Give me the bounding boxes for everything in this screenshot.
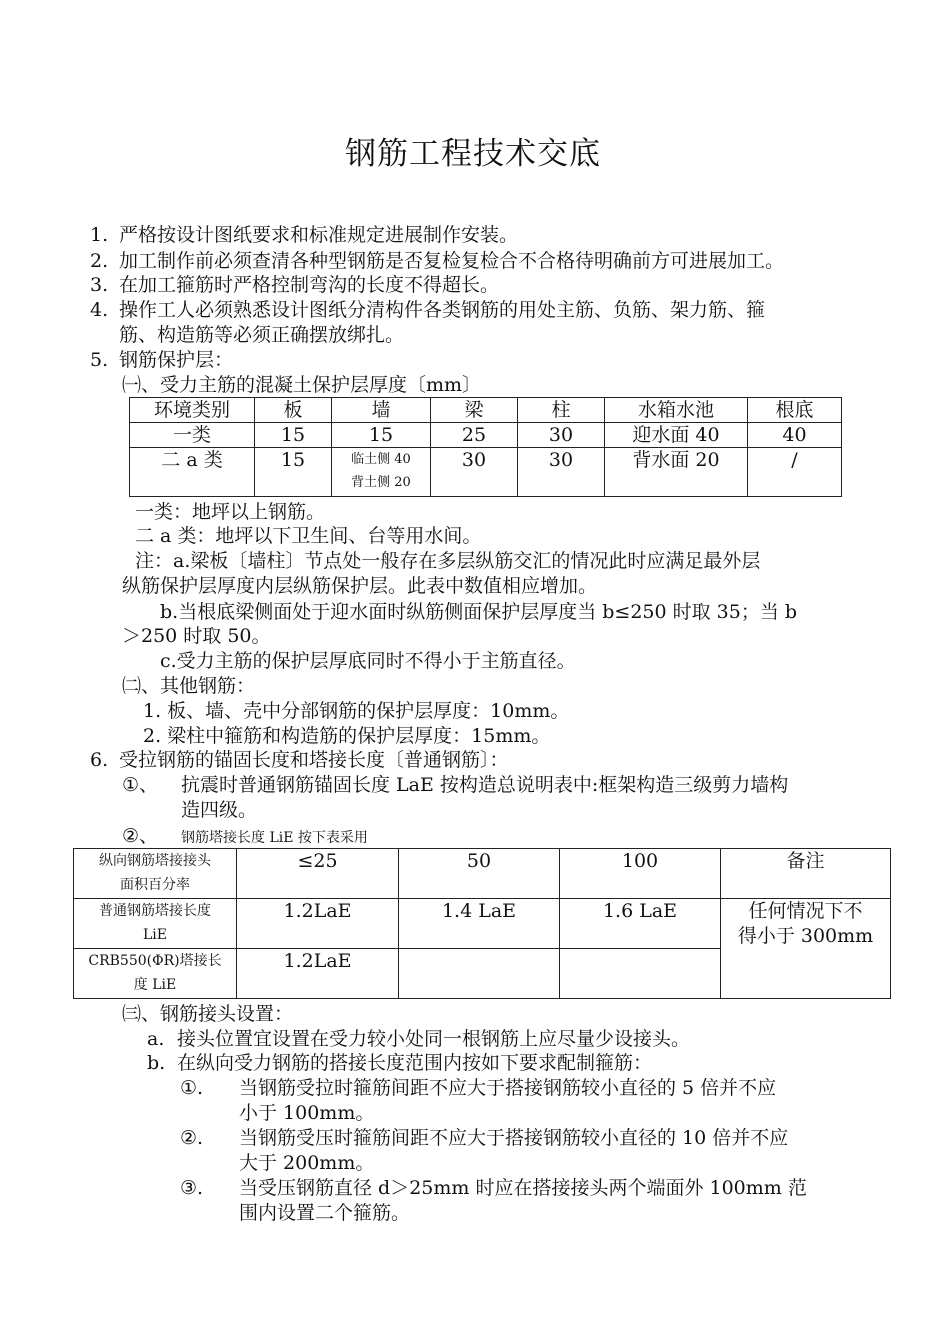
point-text: 钢筋塔接长度 LiE 按下表采用 xyxy=(181,830,368,846)
point-marker: ②、 xyxy=(122,825,159,847)
table-cell: 背水面 20 xyxy=(605,448,748,497)
table-row xyxy=(130,423,842,448)
cover-thickness-table xyxy=(129,397,842,497)
table-cell-line: 度 LiE xyxy=(133,977,177,993)
table-header-cell: 柱 xyxy=(518,398,605,423)
table-header-cell: 100 xyxy=(560,849,721,899)
table-cell-line: 临土侧 40 xyxy=(351,452,411,467)
table-cell-line: 面积百分率 xyxy=(120,877,190,893)
table-cell: / xyxy=(748,448,842,497)
table-cell: 一类 xyxy=(130,423,255,448)
table-header-row xyxy=(74,849,891,899)
list-item: 当钢筋受压时箍筋间距不应大于搭接钢筋较小直径的 10 倍并不应 xyxy=(239,1127,789,1149)
table-header-cell: 环境类别 xyxy=(130,398,255,423)
table-cell xyxy=(721,899,891,999)
table-cell: 15 xyxy=(255,423,332,448)
table-cell-line: CRB550(ΦR)塔接长 xyxy=(88,953,222,969)
page-title: 钢筋工程技术交底 xyxy=(345,136,601,172)
lap-length-table xyxy=(73,848,891,999)
table-cell: 15 xyxy=(332,423,431,448)
section-subheading: ㈢、钢筋接头设置： xyxy=(122,1003,294,1025)
note-text: 2. 梁柱中箍筋和构造筋的保护层厚度：15mm。 xyxy=(143,725,551,747)
table-header-cell: 根底 xyxy=(748,398,842,423)
point-text: 造四级。 xyxy=(181,799,258,821)
list-number: 3. xyxy=(90,274,109,296)
list-marker: a. xyxy=(147,1028,165,1050)
table-cell: 30 xyxy=(518,423,605,448)
table-cell: 40 xyxy=(748,423,842,448)
table-cell xyxy=(74,949,237,999)
table-header-row xyxy=(130,398,842,423)
list-number: 4. xyxy=(90,299,109,321)
table-header-cell xyxy=(74,849,237,899)
list-item: 当受压钢筋直径 d＞25mm 时应在搭接接头两个端面外 100mm 范 xyxy=(239,1177,807,1199)
list-item-continuation: 筋、构造筋等必须正确摆放绑扎。 xyxy=(119,324,405,346)
table-cell: 15 xyxy=(255,448,332,497)
list-item: 受拉钢筋的锚固长度和塔接长度〔普通钢筋〕： xyxy=(119,749,509,771)
note-text: 纵筋保护层厚度内层纵筋保护层。此表中数值相应增加。 xyxy=(122,575,598,597)
table-cell: 1.2LaE xyxy=(237,949,399,999)
section-subheading: ㈠、受力主筋的混凝土保护层厚度〔mm〕 xyxy=(122,374,482,396)
list-item: 严格按设计图纸要求和标准规定进展制作安装。 xyxy=(119,224,519,246)
point-text: 抗震时普通钢筋锚固长度 LaE 按构造总说明表中:框架构造三级剪力墙构 xyxy=(181,774,789,796)
table-cell-line: 纵向钢筋塔接接头 xyxy=(99,853,211,869)
table-cell: 30 xyxy=(431,448,518,497)
table-header-cell: ≤25 xyxy=(237,849,399,899)
table-cell xyxy=(74,899,237,949)
table-header-cell: 梁 xyxy=(431,398,518,423)
list-item-continuation: 大于 200mm。 xyxy=(239,1152,375,1174)
table-header-cell: 墙 xyxy=(332,398,431,423)
table-header-cell: 板 xyxy=(255,398,332,423)
note-text: 1. 板、墙、壳中分部钢筋的保护层厚度：10mm。 xyxy=(143,700,570,722)
table-cell xyxy=(560,949,721,999)
table-cell: 1.2LaE xyxy=(237,899,399,949)
table-cell xyxy=(332,448,431,497)
table-cell: 1.6 LaE xyxy=(560,899,721,949)
list-number: 1. xyxy=(90,224,109,246)
list-item-continuation: 小于 100mm。 xyxy=(239,1102,375,1124)
list-marker: ①. xyxy=(180,1077,204,1099)
list-item: 在纵向受力钢筋的搭接长度范围内按如下要求配制箍筋： xyxy=(177,1052,653,1074)
table-cell: 迎水面 40 xyxy=(605,423,748,448)
list-item: 当钢筋受拉时箍筋间距不应大于搭接钢筋较小直径的 5 倍并不应 xyxy=(239,1077,777,1099)
list-marker: ②. xyxy=(180,1127,204,1149)
table-cell: 25 xyxy=(431,423,518,448)
table-cell: 30 xyxy=(518,448,605,497)
note-text: b.当根底梁侧面处于迎水面时纵筋侧面保护层厚度当 b≤250 时取 35；当 b xyxy=(160,601,798,623)
point-marker: ①、 xyxy=(122,774,159,796)
note-text: 二 a 类：地坪以下卫生间、台等用水间。 xyxy=(135,525,482,547)
note-text: c.受力主筋的保护层厚底同时不得小于主筋直径。 xyxy=(160,650,576,672)
table-header-cell: 50 xyxy=(399,849,560,899)
table-cell: 1.4 LaE xyxy=(399,899,560,949)
table-row xyxy=(130,448,842,497)
table-cell xyxy=(399,949,560,999)
note-text: 注：a.梁板〔墙柱〕节点处一般存在多层纵筋交汇的情况此时应满足最外层 xyxy=(135,550,761,572)
list-item: 钢筋保护层： xyxy=(119,349,234,371)
table-cell-line: 任何情况下不 xyxy=(748,900,863,922)
table-cell-line: 得小于 300mm xyxy=(737,925,874,947)
list-marker: b. xyxy=(147,1052,166,1074)
list-item: 在加工箍筋时严格控制弯沟的长度不得超长。 xyxy=(119,274,500,296)
table-row xyxy=(74,899,891,949)
list-number: 2. xyxy=(90,250,109,272)
note-text: ＞250 时取 50。 xyxy=(122,625,271,647)
list-number: 6. xyxy=(90,749,109,771)
list-item: 加工制作前必须查清各种型钢筋是否复检复检合不合格待明确前方可进展加工。 xyxy=(119,250,785,272)
table-header-cell: 备注 xyxy=(721,849,891,899)
table-cell-line: LiE xyxy=(143,927,167,943)
table-cell: 二 a 类 xyxy=(130,448,255,497)
list-item: 接头位置宜设置在受力较小处同一根钢筋上应尽量少设接头。 xyxy=(177,1028,691,1050)
table-cell-line: 背土侧 20 xyxy=(351,475,411,490)
table-header-cell: 水箱水池 xyxy=(605,398,748,423)
section-subheading: ㈡、其他钢筋： xyxy=(122,675,256,697)
list-marker: ③. xyxy=(180,1177,204,1199)
table-cell-line: 普通钢筋塔接长度 xyxy=(99,903,211,919)
list-item-continuation: 围内设置二个箍筋。 xyxy=(239,1202,411,1224)
list-item: 操作工人必须熟悉设计图纸分清构件各类钢筋的用处主筋、负筋、架力筋、箍 xyxy=(119,299,766,321)
list-number: 5. xyxy=(90,349,109,371)
note-text: 一类：地坪以上钢筋。 xyxy=(135,501,326,523)
